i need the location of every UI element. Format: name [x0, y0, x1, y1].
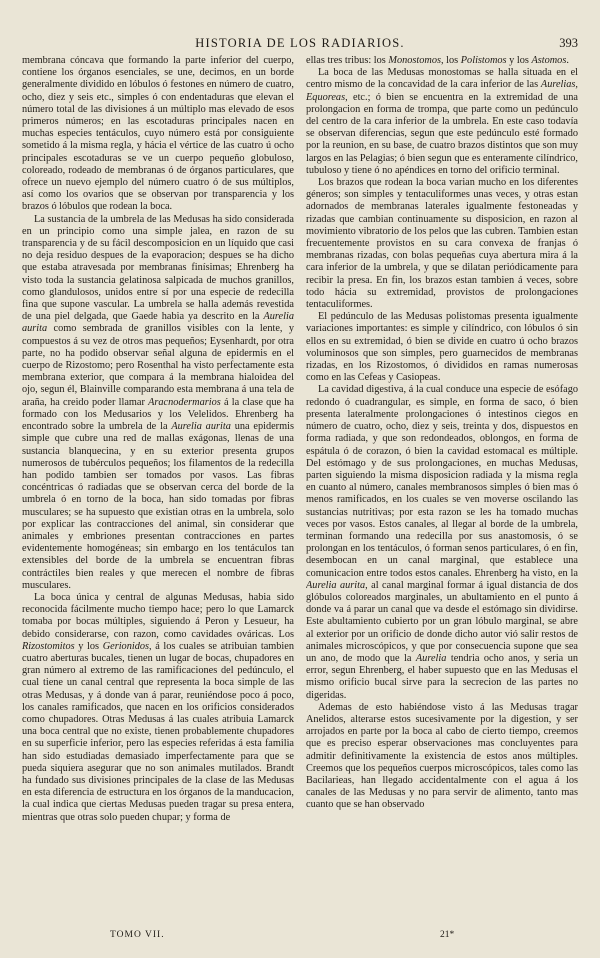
running-head [22, 36, 578, 52]
paragraph: Los brazos que rodean la boca varian mucho en los diferentes géneros; son simples y tentaculiformes unas veces, y otras estan adornados de membranas laterales igualmente festoneadas y rizadas que cambian continuamente su disposicion, en razon al movimiento vibratorio de los pelos que las cubren. Tambien estan frecuentemente provistos en su cara convexa de franjas ó membranas rizadas, con bolas pequeñas cuya abertura mira á la cara inferior de la umbrela, y que se dilatan periódicamente para recibir la presa. En fin, los brazos estan tambien á veces, sobre todo hácia su extremidad, provistos de prolongaciones tentaculiformes. [306, 177, 578, 311]
paragraph: La boca de las Medusas monostomas se halla situada en el centro mismo de la concavidad de la cara inferior de las Aurelias, Equoreas, etc.; ó bien se encuentra en la extremidad de una prolongacion en forma de trompa, que parte como un pedúnculo del centro de la cara inferior de la umbrela. En este caso todavía se observan diferencias, segun que este pedúnculo esté formado por la reunion, en su base, de cuatro brazos distintos que son muy largos en las Pelagias; ó bien segun que es enteramente cilíndrico, tubuloso y tiene ó no apéndices en torno del orificio terminal. [306, 67, 578, 176]
volume-label: TOMO VII. [110, 930, 165, 940]
page-footer [22, 930, 578, 944]
paragraph: ellas tres tribus: los Monostomos, los Polistomos y los Astomos. [306, 55, 569, 66]
paragraph: La boca única y central de algunas Medusas, habia sido reconocida fácilmente mucho tiempo hace; pero lo que Lamarck tomaba por bocas múltiples, siguiendo á Peron y Lesueur, ha debido considerarse, con razon, como cavidades ováricas. Los Rizostomitos y los Gerionidos, á los cuales se atribuian tambien cuatro aberturas bucales, tienen un lugar de bocas, chupadores en gran número al extremo de las ramificaciones del pedúnculo, el cual tiene un canal central que representa la boca simple de las otras Medusas, y á donde van á parar, reuniéndose poco á poco, los canales ramificados, que nacen en los orificios considerados como chupadores. Otras Medusas á las cuales atribuia Lamarck una boca central que no existe, tienen probablemente chupadores en su superficie inferior, pero las especies referidas á esta familia han sido estudiadas demasiado imperfectamente para que se pueda siquiera asegurar que no son animales mutilados. Brandt ha fundado sus divisiones principales de la clase de las Medusas en esta diferencia de estructura en los órganos de la manducacion, la cual indica que ciertas Medusas pueden tragar su presa entera, mientras que otras solo pueden chupar; y forma de [22, 591, 294, 823]
paragraph: membrana cóncava que formando la parte inferior del cuerpo, contiene los órganos esenciales, se une, decimos, en un borde generalmente dividido en lóbulos ó festones en número de cuatro, ocho, diez y seis etc., simples ó con endentaduras que elevan el número total de las divisiones á un múltiplo mas elevado de esos primeros números; en las escotaduras principales nacen en muchas especies tentáculos, cuyo número está por consiguiente sometido á la misma regla, y hácia el vértice de las cuatro ú ocho principales escotaduras se ve un cuerpo pequeño globuloso, coloreado, rodeado de membranas ó de órganos particulares, que ofrece un nuevo ejemplo del número cuatro ó de sus múltiplos, así como los ovarios que se observan por transparencia y los brazos ó lóbulos que rodean la boca. [22, 55, 294, 213]
text-columns [22, 55, 578, 923]
paragraph: La cavidad digestiva, á la cual conduce una especie de esófago redondo ó cuadrangular, es simple, en forma de saco, ó bien presenta lateralmente prolongaciones ó intestinos ciegos en número de cuatro, ocho, diez y seis, treinta y dos, dispuestos en forma radiada, y que son redondeados, oblongos, en forma de espátula ó de corazon, ó bien la cavidad estomacal es múltiple. Del estómago y de sus prolongaciones, en muchas Medusas, parten siguiendo la misma disposicion radiada y la misma regla en cuanto al número, canales membranosos simples ó bien mas ó menos ramificados, en los cuales se ven moverse oscilando las sustancias nutritivas; por esta razon se les ha tomado muchas veces por vasos. Estos canales, al llegar al borde de la umbrela, terminan formando una redecilla por sus anastomosis, ó se prolongan en los tentáculos, ó forman senos particulares, ó en fin, desembocan en un canal marginal, que establece una comunicacion entre todos estos canales. Ehrenberg ha visto, en la Aurelia aurita, al canal marginal formar á igual distancia de dos glóbulos coloreados marginales, un abultamiento en el punto á donde va á parar un canal que va desde el estómago sin dividirse. Este abultamiento cubierto por un gran lóbulo marginal, se abre al exterior por un orificio de donde dicho autor vió salir restos de animales microscópicos, y que por consecuencia supone que sea un ano, de modo que la Aurelia tendria ocho anos, y seria un error, segun Ehrenberg, el haber supuesto que en las Medusas el mismo orificio bucal sirve para la secrecion de las partes no digeridas. [306, 384, 578, 701]
left-column [22, 55, 294, 923]
paragraph: El pedúnculo de las Medusas polistomas presenta igualmente variaciones importantes: es simple y cilíndrico, con lóbulos ó sin ellos en su extremidad, ó bien se divide en cuatro ú ocho brazos voluminosos que son simples, pero guarnecidos de membranas rizadas, en los Rizostomos, ó divididos en ramas numerosas como en las Cefeas y Casiopeas. [306, 311, 578, 384]
running-title: HISTORIA DE LOS RADIARIOS. [195, 36, 405, 50]
page-number: 393 [559, 36, 578, 50]
paragraph: La sustancia de la umbrela de las Medusas ha sido considerada en un principio como una simple jalea, en razon de su transparencia y de su fácil descomposicion en un líquido que casi no deja residuo despues de la evaporacion; despues se ha dicho que estaba atravesada por membranas finísimas; Ehrenberg ha visto toda la sustancia gelatinosa salpicada de muchos granillos, como glandulosos, unidos entre sí por una especie de redecilla fina que supone vascular. La umbrela se halla además revestida de una piel delgada, que Gaede habia ya descrito en la Aurelia aurita como sembrada de granillos visibles con la lente, y compuestos á su vez de otros mas pequeños; Eysenhardt, por otra parte, no ha podido observar señal alguna de epidermis en el cuerpo de Rizostomo; pero Rosenthal ha visto perfectamente esta membrana exterior, que compara á la membrana hialoidea del ojo, segun él, Blainville comparando esta membrana á una tela de araña, ha creido poder llamar Aracnodermarios á la clase que ha formado con los Medusarios y los Velelidos. Ehrenberg ha encontrado sobre la umbrela de la Aurelia aurita una epidermis simple que cubre una red de mallas exágonas, llenas de una sustancia blanquecina, y en su exterior presenta grupos numerosos de tubérculos pequeños; los filamentos de la redecilla han podido tambien ser tomados por vasos. Las fibras concéntricas ó radiadas que se observan cerca del borde de la umbrela ó en torno de la boca, han sido tomadas por fibras musculares; se ha supuesto que existian otras en la umbrela, solo por explicar las contracciones del animal, sin considerar que animales y embriones presentan contracciones en partes evidentemente homogéneas; sin embargo en los tentáculos tan extensibles del borde de la umbrela se encuentran fibras contráctiles bien reales y que merecen el nombre de fibras musculares. [22, 213, 294, 591]
paragraph: Ademas de esto habiéndose visto á las Medusas tragar Anelidos, alterarse estos sucesivamente por la digestion, y ser arrojados en parte por la boca al cabo de cierto tiempo, creemos que es preciso esperar observaciones mas concluyentes para admitir definitivamente la existencia de estos anos múltiples. Creemos que los pequeños cuerpos microscópicos, tales como las Bacilarieas, han llegado accidentalmente con el agua á los canales de las Medusas y no para servir de alimento, tanto mas cuanto que se han observado [306, 701, 578, 811]
right-column [306, 55, 578, 923]
signature-mark: 21* [440, 930, 455, 940]
